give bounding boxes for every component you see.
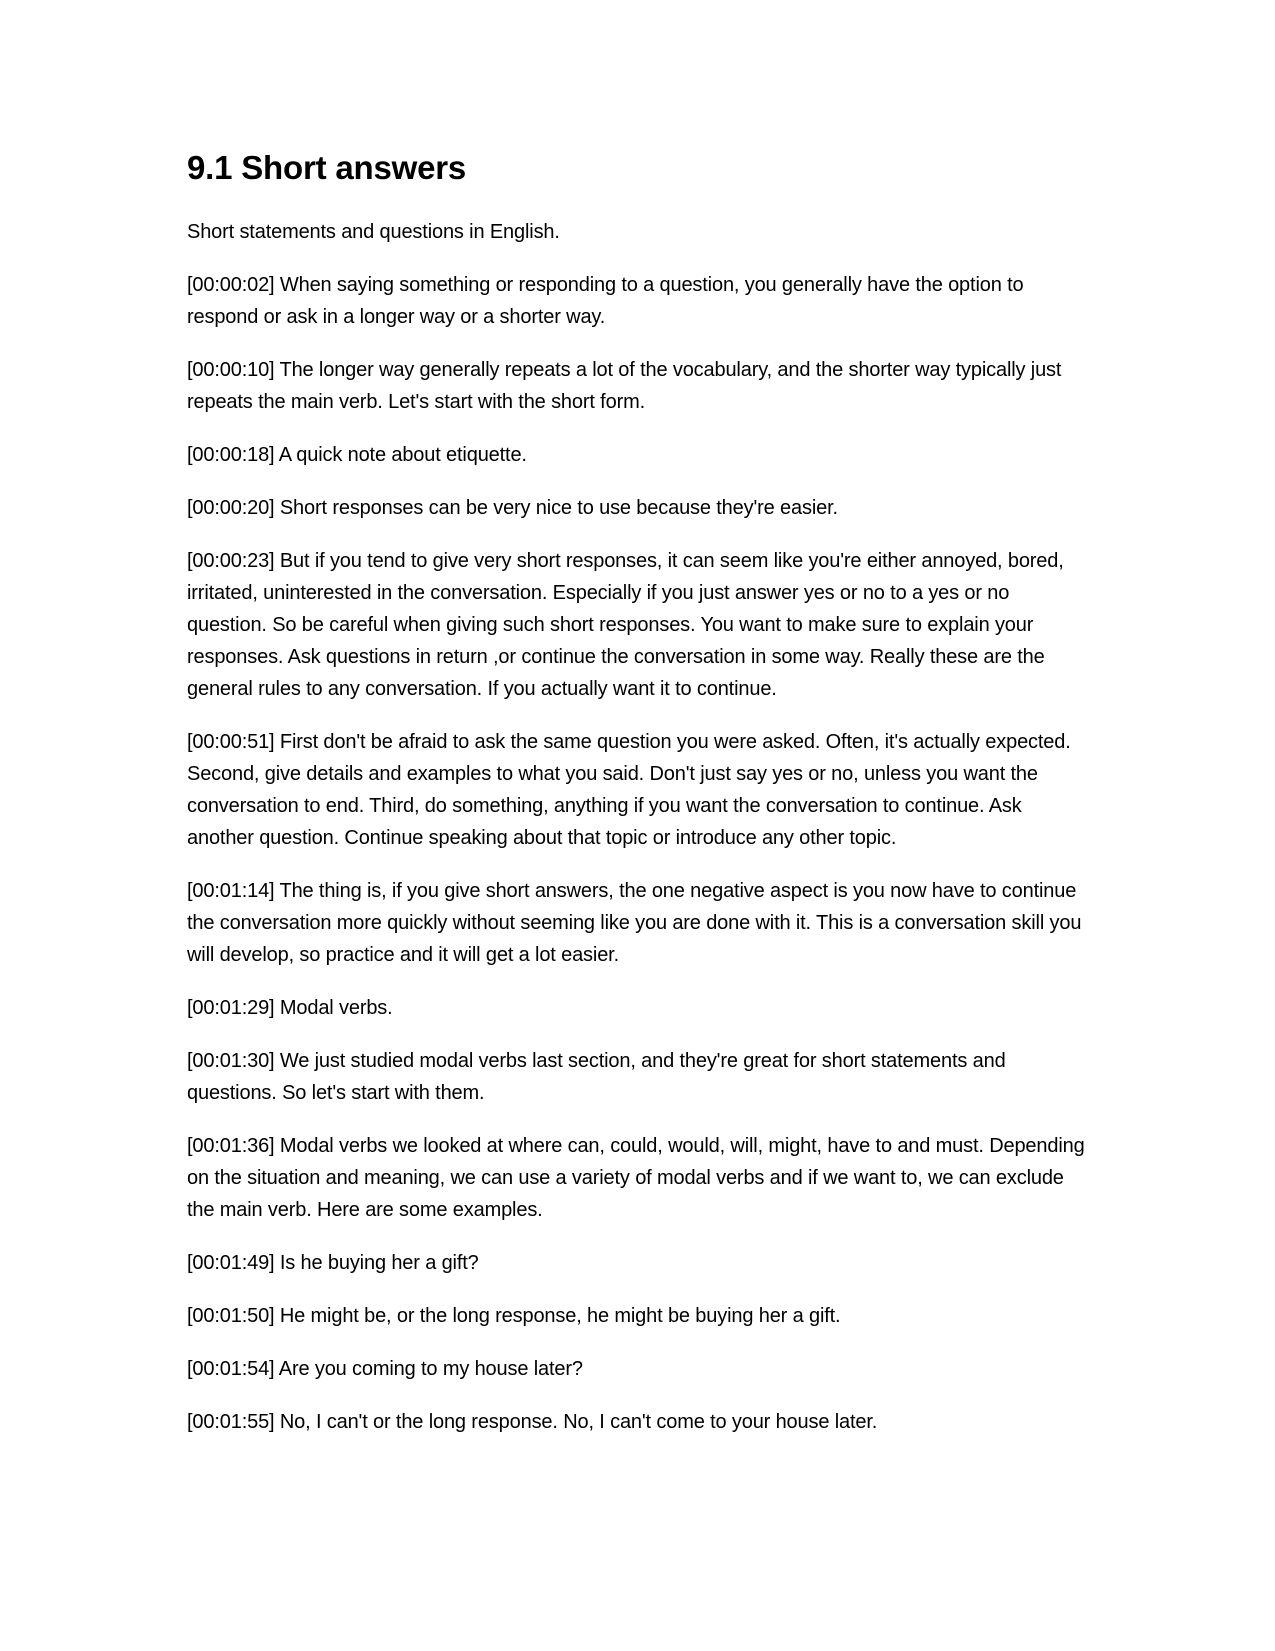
paragraph-transcript: [00:01:49] Is he buying her a gift?	[187, 1252, 479, 1274]
paragraph-transcript: [00:00:20] Short responses can be very nice to use because they're easier.	[187, 497, 838, 519]
paragraph-transcript: [00:01:50] He might be, or the long response, he might be buying her a gift.	[187, 1305, 841, 1327]
paragraph-transcript: [00:00:51] First don't be afraid to ask the same question you were asked. Often, it's actually expected. Second, give details and examples to what you said. Don't just say yes or no, unless you want the conversation to end. Third, do something, anything if you want the conversation to continue. Ask another question. Continue speaking about that topic or introduce any other topic.	[187, 731, 1071, 849]
paragraph-transcript: [00:01:14] The thing is, if you give short answers, the one negative aspect is you now have to continue the conversation more quickly without seeming like you are done with it. This is a conversation skill you will develop, so practice and it will get a lot easier.	[187, 880, 1082, 966]
paragraph-transcript: [00:01:30] We just studied modal verbs last section, and they're great for short statements and questions. So let's start with them.	[187, 1050, 1006, 1104]
paragraph-transcript: [00:01:36] Modal verbs we looked at where can, could, would, will, might, have to and must. Depending on the situation and meaning, we can use a variety of modal verbs and if we want to, we can exclude the main verb. Here are some examples.	[187, 1135, 1085, 1221]
paragraph-transcript: [00:01:54] Are you coming to my house later?	[187, 1358, 583, 1380]
page-title: 9.1 Short answers	[187, 149, 467, 186]
paragraph-transcript: [00:00:23] But if you tend to give very short responses, it can seem like you're either annoyed, bored, irritated, uninterested in the conversation. Especially if you just answer yes or no to a yes or no question. So be careful when giving such short responses. You want to make sure to explain your responses. Ask questions in return ,or continue the conversation in some way. Really these are the general rules to any conversation. If you actually want it to continue.	[187, 550, 1064, 700]
paragraph-transcript: [00:01:29] Modal verbs.	[187, 997, 393, 1019]
paragraph-transcript: [00:00:10] The longer way generally repeats a lot of the vocabulary, and the shorter way typically just repeats the main verb. Let's start with the short form.	[187, 359, 1062, 413]
document-page	[187, 148, 1092, 1459]
paragraph-transcript: [00:00:02] When saying something or responding to a question, you generally have the option to respond or ask in a longer way or a shorter way.	[187, 274, 1024, 328]
paragraph-transcript: [00:01:55] No, I can't or the long response. No, I can't come to your house later.	[187, 1411, 878, 1433]
paragraph-intro: Short statements and questions in English.	[187, 221, 560, 243]
paragraph-transcript: [00:00:18] A quick note about etiquette.	[187, 444, 527, 466]
